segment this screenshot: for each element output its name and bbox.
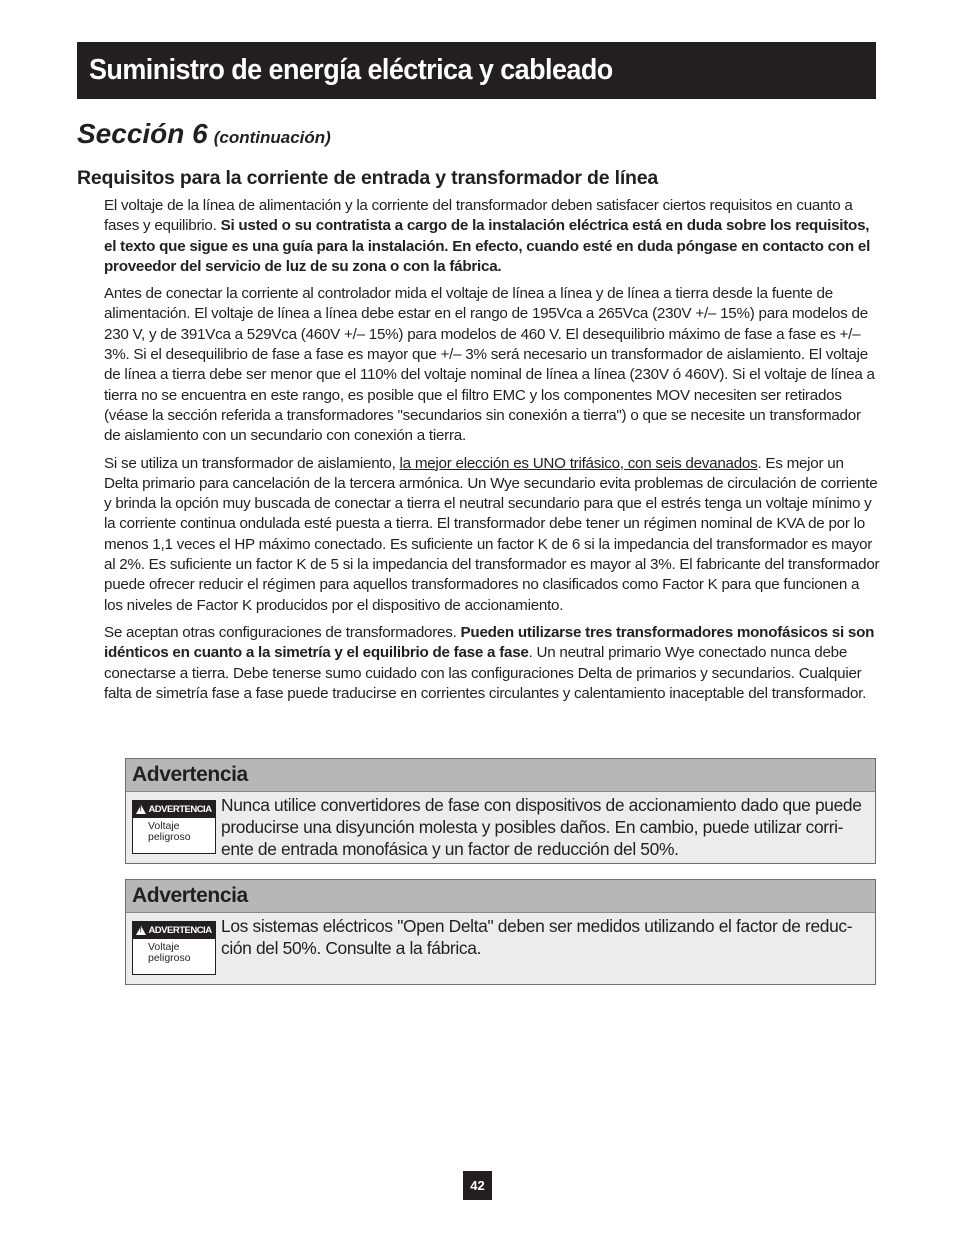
paragraph-2: Antes de conectar la corriente al controlador mida el voltaje de línea a línea y de línea a tierra desde la fuente de alimentación. El voltaje de línea a línea debe estar en el rango de 195Vca a 265Vca (230V +/– 15%) para modelos de 230 V, y de 391Vca a 529Vca (460V +/– 15%) para modelos de 460 V. El desequilibrio máximo de fase a fase es +/– 3%. Si el desequilibrio de fase a fase es mayor que +/– 3% será necesario un transformador de aislamiento. El voltaje de línea a tierra debe ser menor que el 110% del voltaje nominal de línea a línea (230V ó 460V). Si el voltaje de línea a tierra no se encuentra en este rango, es posible que el filtro EMC y los componentes MOV necesiten ser retirados (véase la sección referida a transformadores "secundarios sin conexión a tierra") o que se necesite un transformador de aislamiento con un secundario con conexión a tierra. [104, 285, 875, 445]
hazard-label-text [133, 818, 215, 843]
hazard-label-line-1: Voltaje [148, 820, 180, 832]
warning-text: Los sistemas eléctricos "Open Delta" deben ser medidos utilizando el factor de reduc-ción del 50%. Consulte a la fábrica. [221, 916, 853, 958]
warning-triangle-icon [136, 805, 146, 814]
paragraph-1-text: El voltaje de la línea de alimentación y la corriente del transformador deben satisfacer ciertos requisitos en cuanto a fases y equilibrio. [104, 197, 853, 235]
hazard-label [132, 800, 216, 854]
warning-header [126, 759, 875, 792]
warning-title: Advertencia [132, 884, 248, 907]
paragraph-1-bold: Si usted o su contratista a cargo de la instalación eléctrica está en duda sobre los requisitos, el texto que sigue es una guía para la instalación. En efecto, cuando esté en duda póngase en contacto con el proveedor del servicio de luz de su zona o con la fábrica. [104, 217, 871, 275]
hazard-label-line-1: Voltaje [148, 941, 180, 953]
body-text [104, 196, 880, 711]
hazard-label-header [133, 801, 215, 818]
hazard-label-line-2: peligroso [148, 952, 191, 964]
hazard-label-word: ADVERTENCIA [148, 804, 212, 815]
section-number: Sección 6 [77, 118, 208, 149]
subsection-heading: Requisitos para la corriente de entrada y transformador de línea [77, 167, 659, 189]
paragraph-1 [104, 196, 880, 277]
hazard-label [132, 921, 216, 975]
page-header-title: Suministro de energía eléctrica y cableado [89, 54, 613, 86]
hazard-label-line-2: peligroso [148, 831, 191, 843]
warning-header [126, 880, 875, 913]
hazard-label-word: ADVERTENCIA [148, 925, 212, 936]
paragraph-4 [104, 623, 880, 704]
paragraph-3-text-rest: . Es mejor un Delta primario para cancelación de la tercera armónica. Un Wye secundario evita problemas de circulación de corriente y brinda la opción muy buscada de conectar a tierra el neutral secundario para que el estrés tenga un voltaje mínimo y la corriente continua ondulada esté puesta a tierra. El transformador debe tener un régimen nominal de KVA de por lo menos 1,1 veces el HP máximo conectado. Es suficiente un factor K de 6 si la impedancia del transformador es mayor al 2%. Es suficiente un factor K de 5 si la impedancia del transformador es mayor al 3%. El fabricante del transformador puede ofrecer reducir el régimen para aquellos transformadores no clasificados como Factor K para que funcionen a los niveles de Factor K producidos por el dispositivo de accionamiento. [104, 454, 880, 614]
page-header-bar [77, 42, 876, 99]
section-continuation: (continuación) [213, 128, 331, 147]
paragraph-4-text-rest: . Un neutral primario Wye conectado nunca debe conectarse a tierra. Debe tenerse sumo cuidado con las configuraciones Delta de primarios y secundarios. Cualquier falta de simetría fase a fase puede traducirse en corrientes circulantes y calentamiento inaceptable del transformador. [104, 644, 867, 702]
hazard-label-header [133, 922, 215, 939]
paragraph-3-text: Si se utiliza un transformador de aislamiento, [104, 454, 400, 472]
warning-box-2 [125, 879, 876, 985]
paragraph-3-underlined: la mejor elección es UNO trifásico, con seis devanados [399, 454, 758, 472]
warning-title: Advertencia [132, 763, 248, 786]
warning-box-1 [125, 758, 876, 864]
warning-triangle-icon [136, 926, 146, 935]
warning-text: Nunca utilice convertidores de fase con dispositivos de accionamiento dado que puede producirse una disyunción molesta y posibles daños. En cambio, puede utilizar corri-ente de entrada monofásica y un factor de reducción del 50%. [221, 795, 862, 859]
paragraph-4-bold: Pueden utilizarse tres transformadores monofásicos si son idénticos en cuanto a la simetría y el equilibrio de fase a fase [104, 623, 875, 662]
page-number: 42 [463, 1171, 492, 1200]
paragraph-4-text: Se aceptan otras configuraciones de transformadores. [104, 623, 461, 641]
hazard-label-text [133, 939, 215, 964]
section-heading [77, 118, 331, 150]
paragraph-3 [104, 454, 880, 616]
